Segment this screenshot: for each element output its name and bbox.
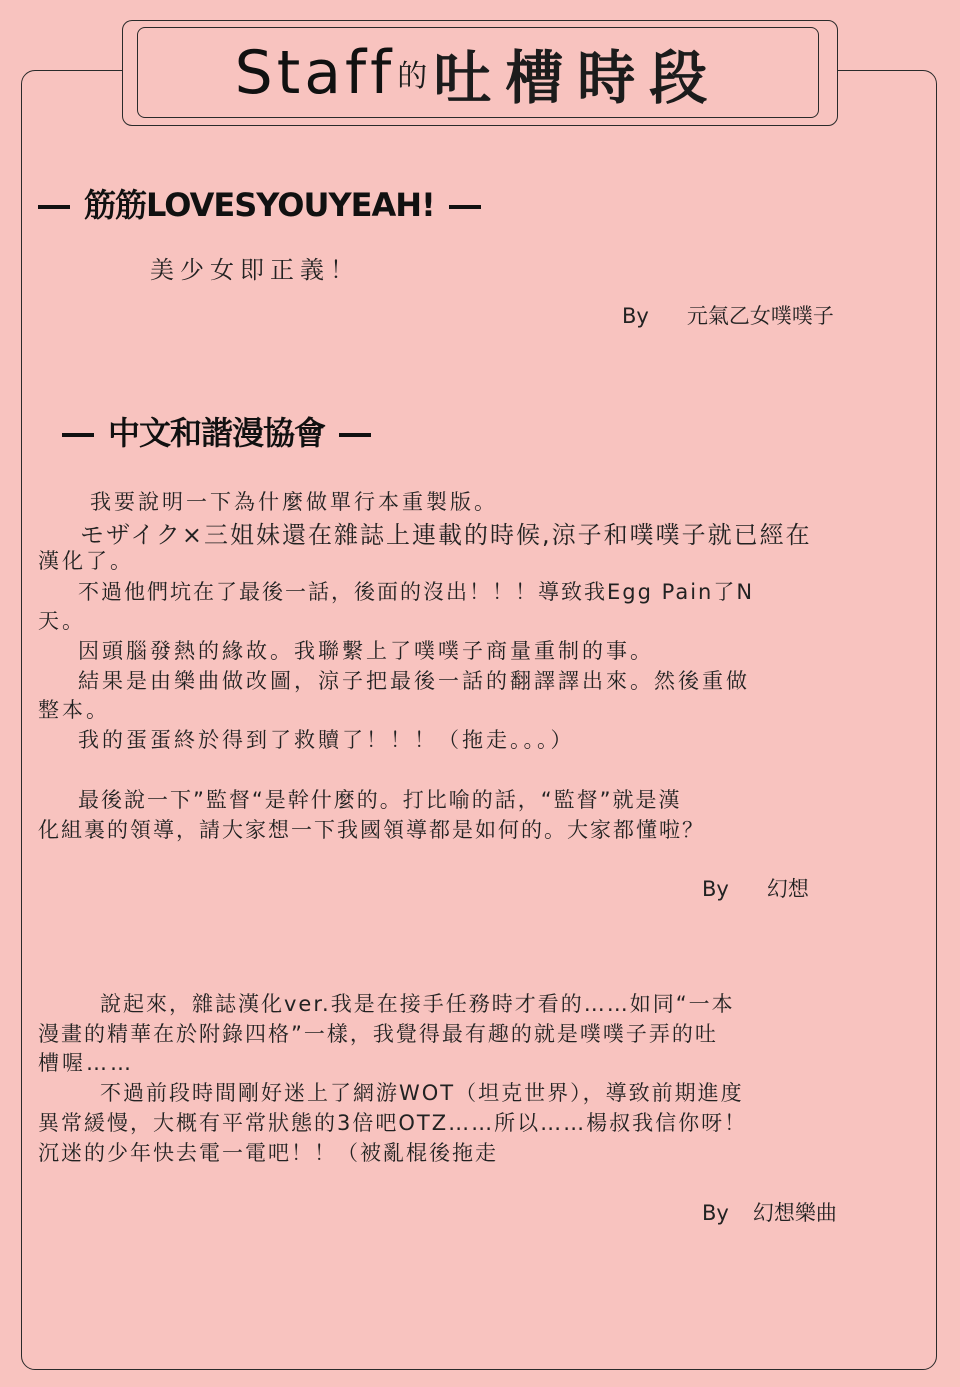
body-line: 天。 bbox=[38, 609, 86, 633]
body-line: 異常緩慢，大概有平常狀態的3倍吧OTZ……所以……楊叔我信你呀！ bbox=[38, 1111, 748, 1135]
title-particle: 的 bbox=[397, 58, 428, 94]
title-text: 吐槽時段 bbox=[433, 43, 722, 112]
by-label: By bbox=[702, 877, 729, 901]
section-heading-text: 筋筋LOVESYOUYEAH! bbox=[84, 186, 435, 224]
title-latin: Staff bbox=[234, 37, 396, 108]
body-line: 不過前段時間剛好迷上了網游WOT（坦克世界），導致前期進度 bbox=[100, 1081, 744, 1105]
body-line: 因頭腦發熱的緣故。我聯繫上了噗噗子商量重制的事。 bbox=[78, 639, 654, 663]
by-label: By bbox=[702, 1201, 729, 1225]
signature-2 bbox=[702, 873, 809, 903]
body-line: 不過他們坑在了最後一話，後面的沒出！！！導致我Egg Pain了N bbox=[78, 580, 755, 604]
body-line: 槽喔…… bbox=[38, 1051, 134, 1075]
title-box bbox=[137, 27, 819, 118]
dash-decoration bbox=[38, 205, 70, 209]
section-heading-text: 中文和諧漫協會 bbox=[108, 414, 326, 452]
author-name: 幻想 bbox=[766, 877, 809, 901]
body-line: 結果是由樂曲做改圖，涼子把最後一話的翻譯譯出來。然後重做 bbox=[78, 669, 750, 693]
signature-1 bbox=[622, 300, 834, 330]
body-line: 我要說明一下為什麼做單行本重製版。 bbox=[90, 490, 498, 514]
signature-3 bbox=[702, 1197, 837, 1227]
body-line: モザイク×三姐妹還在雜誌上連載的時候,涼子和噗噗子就已經在 bbox=[80, 521, 812, 549]
section-1-line: 美少女即正義！ bbox=[150, 256, 360, 284]
body-line: 我的蛋蛋終於得到了救贖了！！！（拖走。。。） bbox=[78, 728, 575, 752]
author-name: 幻想樂曲 bbox=[752, 1201, 837, 1225]
body-line: 化組裏的領導，請大家想一下我國領導都是如何的。大家都懂啦？ bbox=[38, 818, 705, 842]
body-line: 說起來，雜誌漢化ver.我是在接手任務時才看的……如同“一本 bbox=[100, 992, 735, 1016]
body-line: 整本。 bbox=[38, 698, 110, 722]
author-name: 元氣乙女噗噗子 bbox=[686, 304, 834, 328]
body-line: 沉迷的少年快去電一電吧！！（被亂棍後拖走 bbox=[38, 1141, 498, 1165]
dash-decoration bbox=[62, 433, 94, 437]
by-label: By bbox=[622, 304, 649, 328]
section-heading-1 bbox=[38, 180, 495, 226]
dash-decoration bbox=[449, 205, 481, 209]
dash-decoration bbox=[339, 433, 371, 437]
body-line: 最後說一下”監督“是幹什麼的。打比喻的話，“監督”就是漢 bbox=[78, 788, 682, 812]
body-line: 漫畫的精華在於附錄四格”一樣，我覺得最有趣的就是噗噗子弄的吐 bbox=[38, 1022, 718, 1046]
body-line: 漢化了。 bbox=[38, 549, 134, 573]
section-heading-2 bbox=[62, 408, 385, 454]
